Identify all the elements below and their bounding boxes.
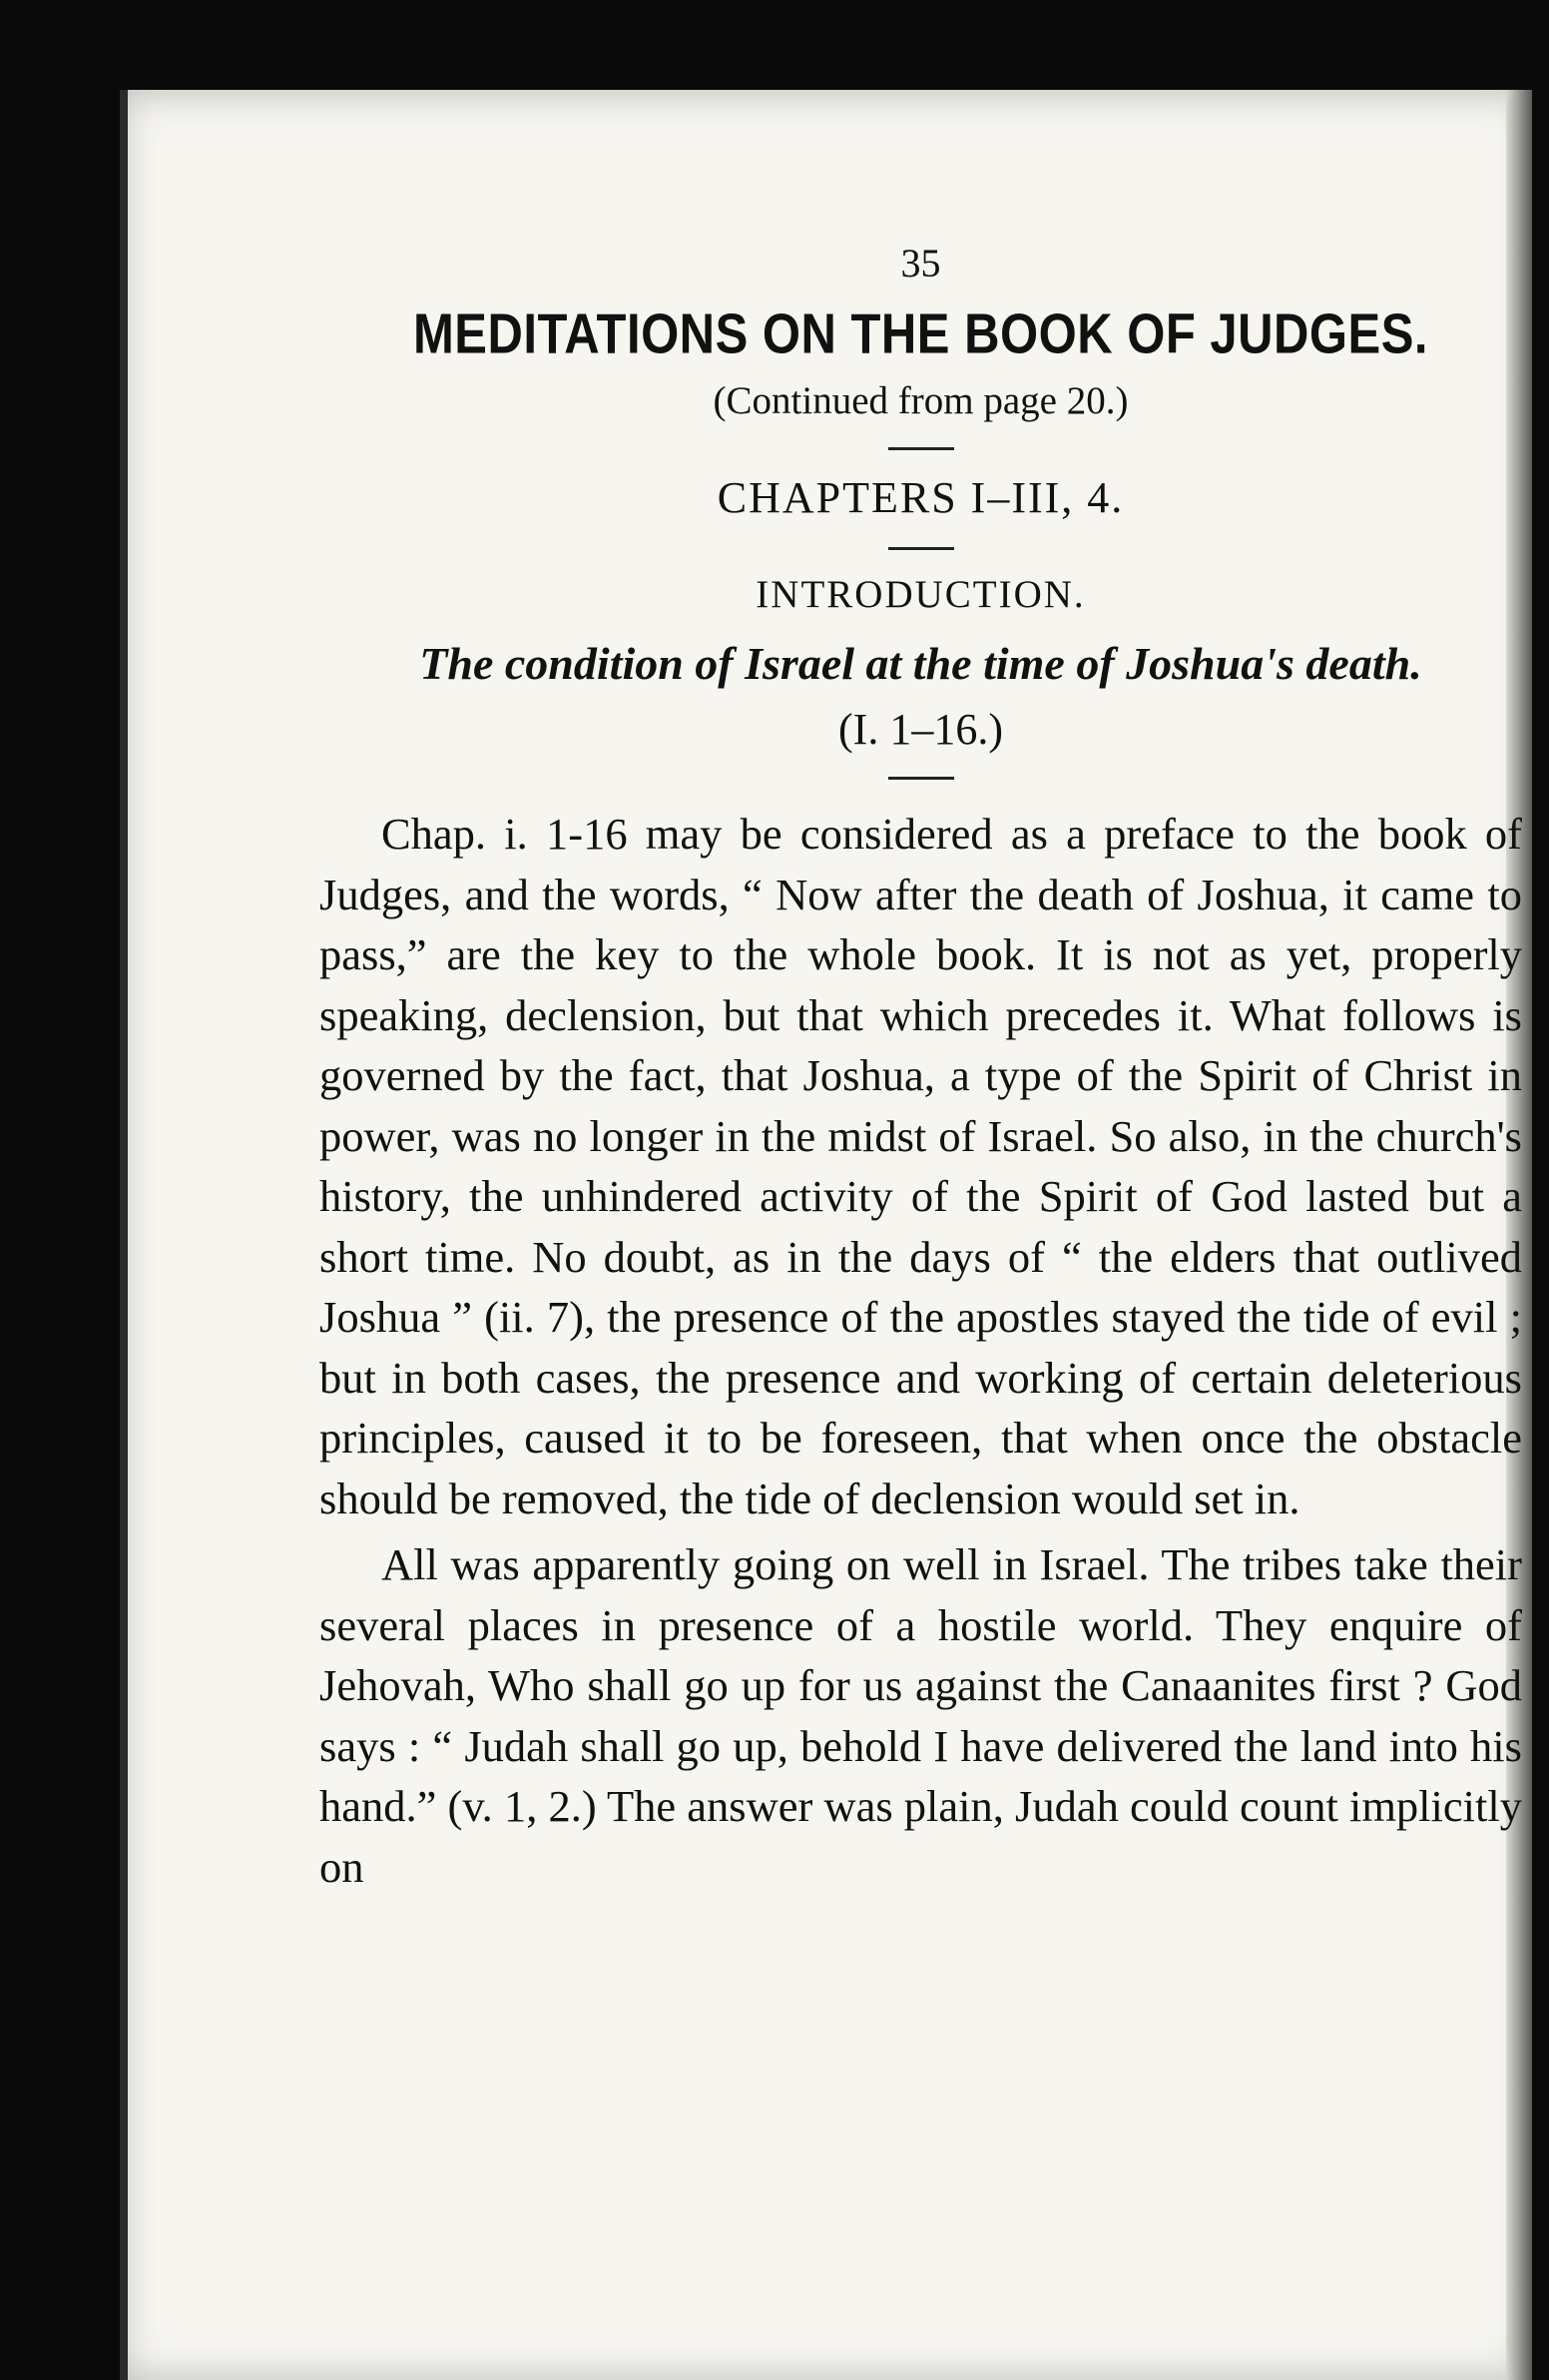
book-page — [120, 90, 1532, 2380]
paragraph: All was apparently going on well in Israel. The tribes take their several places in presence of a hostile world. They enquire of Jehovah, Who shall go up for us against the Canaanites first ? God says : “ Judah shall go up, behold I have delivered the land into his hand.” (v. 1, 2.) The answer was plain, Judah could count implicitly on — [319, 1539, 1522, 1892]
paragraph: Chap. i. 1-16 may be considered as a preface to the book of Judges, and the words, “ Now after the death of Joshua, it came to pass,” are the key to the whole book. It is not as yet, properly speaking, declension, but that which precedes it. What follows is governed by the fact, that Joshua, a type of the Spirit of Christ in power, was no longer in the midst of Israel. So also, in the church's history, the unhindered activity of the Spirit of God lasted but a short time. No doubt, as in the days of “ the elders that outlived Joshua ” (ii. 7), the presence of the apostles stayed the tide of evil ; but in both cases, the presence and working of certain deleterious principles, caused it to be foreseen, that when once the obstacle should be removed, the tide of declension would set in. — [319, 809, 1522, 1523]
chapters-heading: CHAPTERS I–III, 4. — [717, 473, 1125, 522]
section-heading: INTRODUCTION. — [756, 573, 1086, 616]
page-binding — [120, 90, 128, 2380]
divider-rule — [888, 547, 954, 550]
continued-note: (Continued from page 20.) — [713, 379, 1129, 422]
page-title: MEDITATIONS ON THE BOOK OF JUDGES. — [412, 302, 1428, 366]
scripture-reference: (I. 1–16.) — [838, 705, 1003, 754]
page-content — [319, 240, 1522, 1897]
body-text — [319, 804, 1522, 1897]
section-subtitle: The condition of Israel at the time of Joshua's death. — [419, 638, 1422, 689]
divider-rule — [888, 447, 954, 450]
page-number: 35 — [900, 241, 941, 286]
divider-rule — [888, 777, 954, 780]
